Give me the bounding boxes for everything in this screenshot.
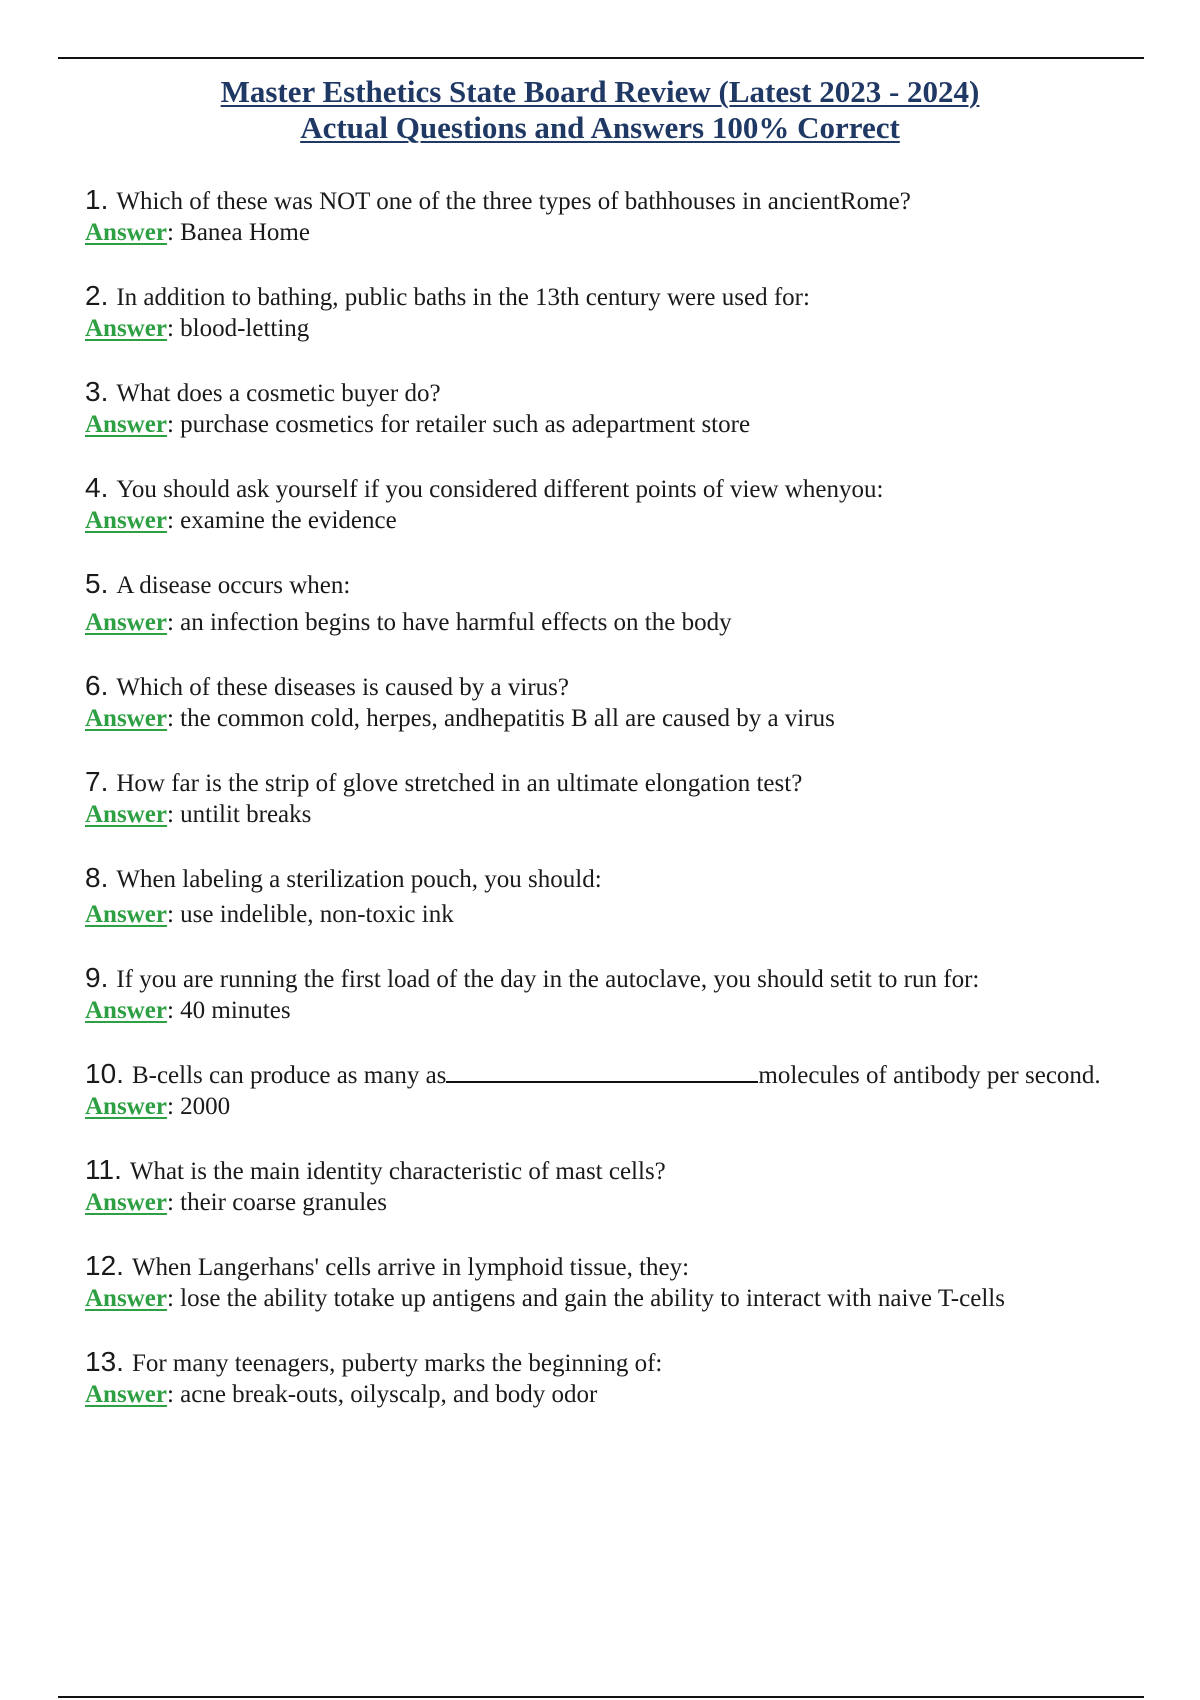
answer-label: Answer: [85, 997, 167, 1024]
qa-item-11: [85, 1154, 1155, 1218]
answer: [85, 703, 1155, 734]
answer-text: untilit breaks: [180, 801, 312, 828]
answer-label: Answer: [85, 801, 167, 828]
answer: [85, 799, 1155, 830]
question-number: 10.: [85, 1058, 124, 1089]
answer-text: Banea Home: [180, 219, 310, 246]
answer-text: the common cold, herpes, andhepatitis B all are caused by a virus: [180, 705, 835, 732]
answer: [85, 1283, 1155, 1314]
answer: [85, 995, 1155, 1026]
question: [85, 862, 1155, 895]
answer: [85, 409, 1155, 440]
question-text-after-blank: molecules of antibody per second.: [758, 1062, 1101, 1089]
question-number: 7.: [85, 766, 109, 797]
qa-item-5: [85, 568, 1155, 638]
qa-item-3: [85, 376, 1155, 440]
qa-item-13: [85, 1346, 1155, 1410]
question: [85, 962, 1155, 995]
question-text: If you are running the first load of the day in the autoclave, you should setit to run for:: [116, 966, 980, 993]
answer-separator: :: [166, 997, 181, 1024]
answer: [85, 1187, 1155, 1218]
answer: [85, 1379, 1155, 1410]
answer-separator: :: [166, 1285, 181, 1312]
answer: [85, 607, 1155, 638]
question: [85, 1346, 1155, 1379]
answer: [85, 899, 1155, 930]
qa-item-4: [85, 472, 1155, 536]
question-text: When labeling a sterilization pouch, you should:: [116, 866, 602, 893]
answer-text: their coarse granules: [180, 1189, 387, 1216]
answer-text: examine the evidence: [180, 507, 397, 534]
question-number: 8.: [85, 862, 109, 893]
answer-text: 40 minutes: [180, 997, 291, 1024]
bottom-rule: [58, 1696, 1144, 1698]
answer-separator: :: [166, 507, 181, 534]
title-line-1: Master Esthetics State Board Review (Latest 2023 - 2024): [220, 74, 980, 109]
qa-item-8: [85, 862, 1155, 930]
answer-separator: :: [166, 219, 181, 246]
answer-label: Answer: [85, 705, 167, 732]
question-number: 12.: [85, 1250, 124, 1281]
qa-list: [85, 184, 1155, 1442]
answer-separator: :: [166, 1093, 181, 1120]
question-text: In addition to bathing, public baths in the 13th century were used for:: [116, 284, 810, 311]
question: [85, 376, 1155, 409]
qa-item-9: [85, 962, 1155, 1026]
question-text-before-blank: B-cells can produce as many as: [131, 1062, 447, 1089]
question: [85, 766, 1155, 799]
question-text: A disease occurs when:: [116, 572, 351, 599]
answer-text: blood-letting: [180, 315, 310, 342]
question-text: How far is the strip of glove stretched in an ultimate elongation test?: [116, 770, 803, 797]
question-text: What does a cosmetic buyer do?: [116, 380, 441, 407]
answer-separator: :: [166, 411, 181, 438]
question: [85, 568, 1155, 601]
answer: [85, 1091, 1155, 1122]
answer-separator: :: [166, 705, 181, 732]
answer-separator: :: [166, 901, 181, 928]
fill-in-blank: [446, 1059, 758, 1083]
question: [85, 670, 1155, 703]
answer-text: purchase cosmetics for retailer such as adepartment store: [180, 411, 751, 438]
answer-separator: :: [166, 1381, 181, 1408]
answer-text: use indelible, non-toxic ink: [180, 901, 454, 928]
answer-label: Answer: [85, 315, 167, 342]
question-number: 11.: [85, 1154, 122, 1185]
answer-separator: :: [166, 801, 181, 828]
answer-label: Answer: [85, 609, 167, 636]
question-number: 1.: [85, 184, 109, 215]
question: [85, 184, 1155, 217]
question: [85, 472, 1155, 505]
question: [85, 1154, 1155, 1187]
answer-label: Answer: [85, 1189, 167, 1216]
question: [85, 1058, 1155, 1091]
top-rule: [58, 57, 1144, 59]
question-number: 2.: [85, 280, 109, 311]
qa-item-10: [85, 1058, 1155, 1122]
answer-label: Answer: [85, 1285, 167, 1312]
answer-label: Answer: [85, 507, 167, 534]
answer-text: acne break-outs, oilyscalp, and body odor: [180, 1381, 598, 1408]
question-text: You should ask yourself if you considered different points of view whenyou:: [116, 476, 884, 503]
question-text: Which of these was NOT one of the three types of bathhouses in ancientRome?: [116, 188, 911, 215]
answer-text: lose the ability totake up antigens and gain the ability to interact with naive T-cells: [180, 1285, 1005, 1312]
question: [85, 280, 1155, 313]
answer-separator: :: [166, 1189, 181, 1216]
question-number: 3.: [85, 376, 109, 407]
answer: [85, 505, 1155, 536]
answer-label: Answer: [85, 901, 167, 928]
answer-label: Answer: [85, 1381, 167, 1408]
question-text: For many teenagers, puberty marks the beginning of:: [131, 1350, 663, 1377]
question-number: 6.: [85, 670, 109, 701]
qa-item-1: [85, 184, 1155, 248]
answer-text: 2000: [180, 1093, 231, 1120]
answer-separator: :: [166, 609, 181, 636]
answer-text: an infection begins to have harmful effects on the body: [180, 609, 732, 636]
question-number: 4.: [85, 472, 109, 503]
question-number: 9.: [85, 962, 109, 993]
question-text: What is the main identity characteristic of mast cells?: [129, 1158, 666, 1185]
answer-label: Answer: [85, 411, 167, 438]
answer-label: Answer: [85, 1093, 167, 1120]
question-text: Which of these diseases is caused by a virus?: [116, 674, 569, 701]
document-title: [0, 74, 1200, 146]
question-number: 13.: [85, 1346, 124, 1377]
question: [85, 1250, 1155, 1283]
qa-item-2: [85, 280, 1155, 344]
answer: [85, 217, 1155, 248]
question-number: 5.: [85, 568, 109, 599]
question-text: When Langerhans' cells arrive in lymphoid tissue, they:: [131, 1254, 690, 1281]
answer: [85, 313, 1155, 344]
qa-item-6: [85, 670, 1155, 734]
qa-item-7: [85, 766, 1155, 830]
answer-label: Answer: [85, 219, 167, 246]
qa-item-12: [85, 1250, 1155, 1314]
answer-separator: :: [166, 315, 181, 342]
title-line-2: Actual Questions and Answers 100% Correct: [300, 110, 900, 145]
